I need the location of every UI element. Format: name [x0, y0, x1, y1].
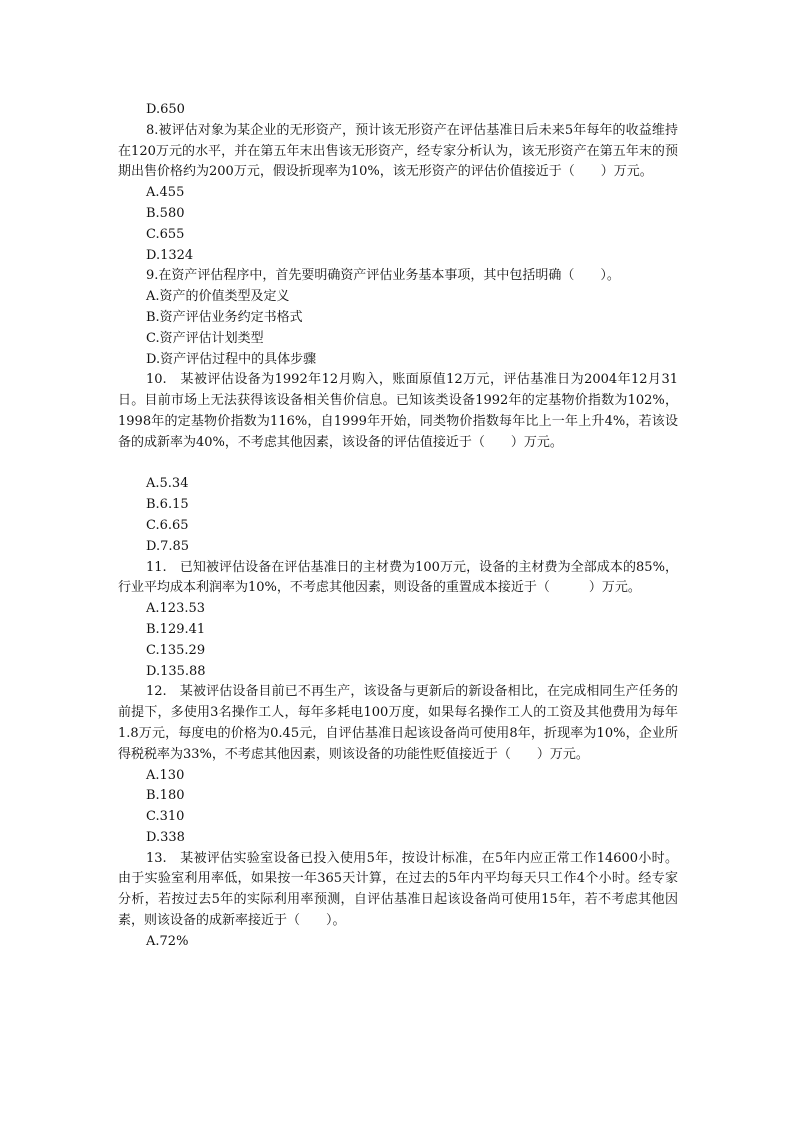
q10-option-d: D.7.85: [146, 538, 190, 554]
option-d-prev: D.650: [146, 102, 185, 117]
q8-option-c: C.655: [146, 226, 185, 242]
q12-option-c: C.310: [146, 809, 185, 825]
q9-option-d: D.资产评估过程中的具体步骤: [146, 351, 317, 367]
question-11-text: 11. 已知被评估设备在评估基准日的主材费为100万元，设备的主材费为全部成本的85%，行业平均成本利润率为10%，不考虑其他因素，则设备的重置成本接近于（ ）万元。: [118, 559, 678, 596]
q12-option-b: B.180: [146, 788, 185, 804]
question-12-text: 12. 某被评估设备目前已不再生产，该设备与更新后的新设备相比，在完成相同生产任务的前提下，多使用3名操作工人，每年多耗电100万度，如果每名操作工人的工资及其他费用为每年1.8万元，每度电的价格为0.45元，自评估基准日起该设备尚可使用8年，折现率为10%，企业所得税税率为33%，不考虑其他因素，则该设备的功能性贬值接近于（ ）万元。: [118, 684, 678, 762]
q11-option-c: C.135.29: [146, 642, 206, 658]
question-13-text: 13. 某被评估实验室设备已投入使用5年，按设计标准，在5年内应正常工作14600小时。由于实验室利用率低，如果按一年365天计算，在过去的5年内平均每天只工作4个小时。经专家分析，若按过去5年的实际利用率预测，自评估基准日起该设备尚可使用15年，若不考虑其他因素，则该设备的成新率接近于（ ）。: [118, 850, 678, 929]
q12-option-a: A.130: [146, 767, 185, 783]
q8-option-d: D.1324: [146, 247, 194, 263]
q11-option-b: B.129.41: [146, 621, 206, 637]
spacer: [118, 454, 678, 475]
q9-option-a: A.资产的价值类型及定义: [146, 289, 290, 305]
q10-option-a: A.5.34: [146, 476, 189, 492]
q8-option-b: B.580: [146, 205, 185, 221]
q13-option-a: A.72%: [146, 933, 189, 949]
q11-option-a: A.123.53: [146, 601, 206, 617]
q11-option-d: D.135.88: [146, 663, 206, 679]
question-9-text: 9.在资产评估程序中，首先要明确资产评估业务基本事项，其中包括明确（ ）。: [146, 268, 620, 284]
q8-option-a: A.455: [146, 185, 185, 201]
question-list: [118, 100, 678, 953]
q10-option-b: B.6.15: [146, 497, 189, 513]
q12-option-d: D.338: [146, 829, 185, 845]
q9-option-b: B.资产评估业务约定书格式: [146, 309, 303, 325]
q10-option-c: C.6.65: [146, 517, 189, 533]
question-8-text: 8.被评估对象为某企业的无形资产，预计该无形资产在评估基准日后未来5年每年的收益维持在120万元的水平，并在第五年末出售该无形资产，经专家分析认为，该无形资产在第五年末的预期出售价格约为200万元，假设折现率为10%，该无形资产的评估价值接近于（ ）万元。: [118, 122, 678, 180]
question-10-text: 10. 某被评估设备为1992年12月购入，账面原值12万元，评估基准日为2004年12月31日。目前市场上无法获得该设备相关售价信息。已知该类设备1992年的定基物价指数为102%，1998年的定基物价指数为116%，自1999年开始，同类物价指数每年比上一年上升4%，若该设备的成新率为40%，不考虑其他因素，该设备的评估值接近于（ ）万元。: [118, 372, 678, 450]
q9-option-c: C.资产评估计划类型: [146, 330, 264, 346]
